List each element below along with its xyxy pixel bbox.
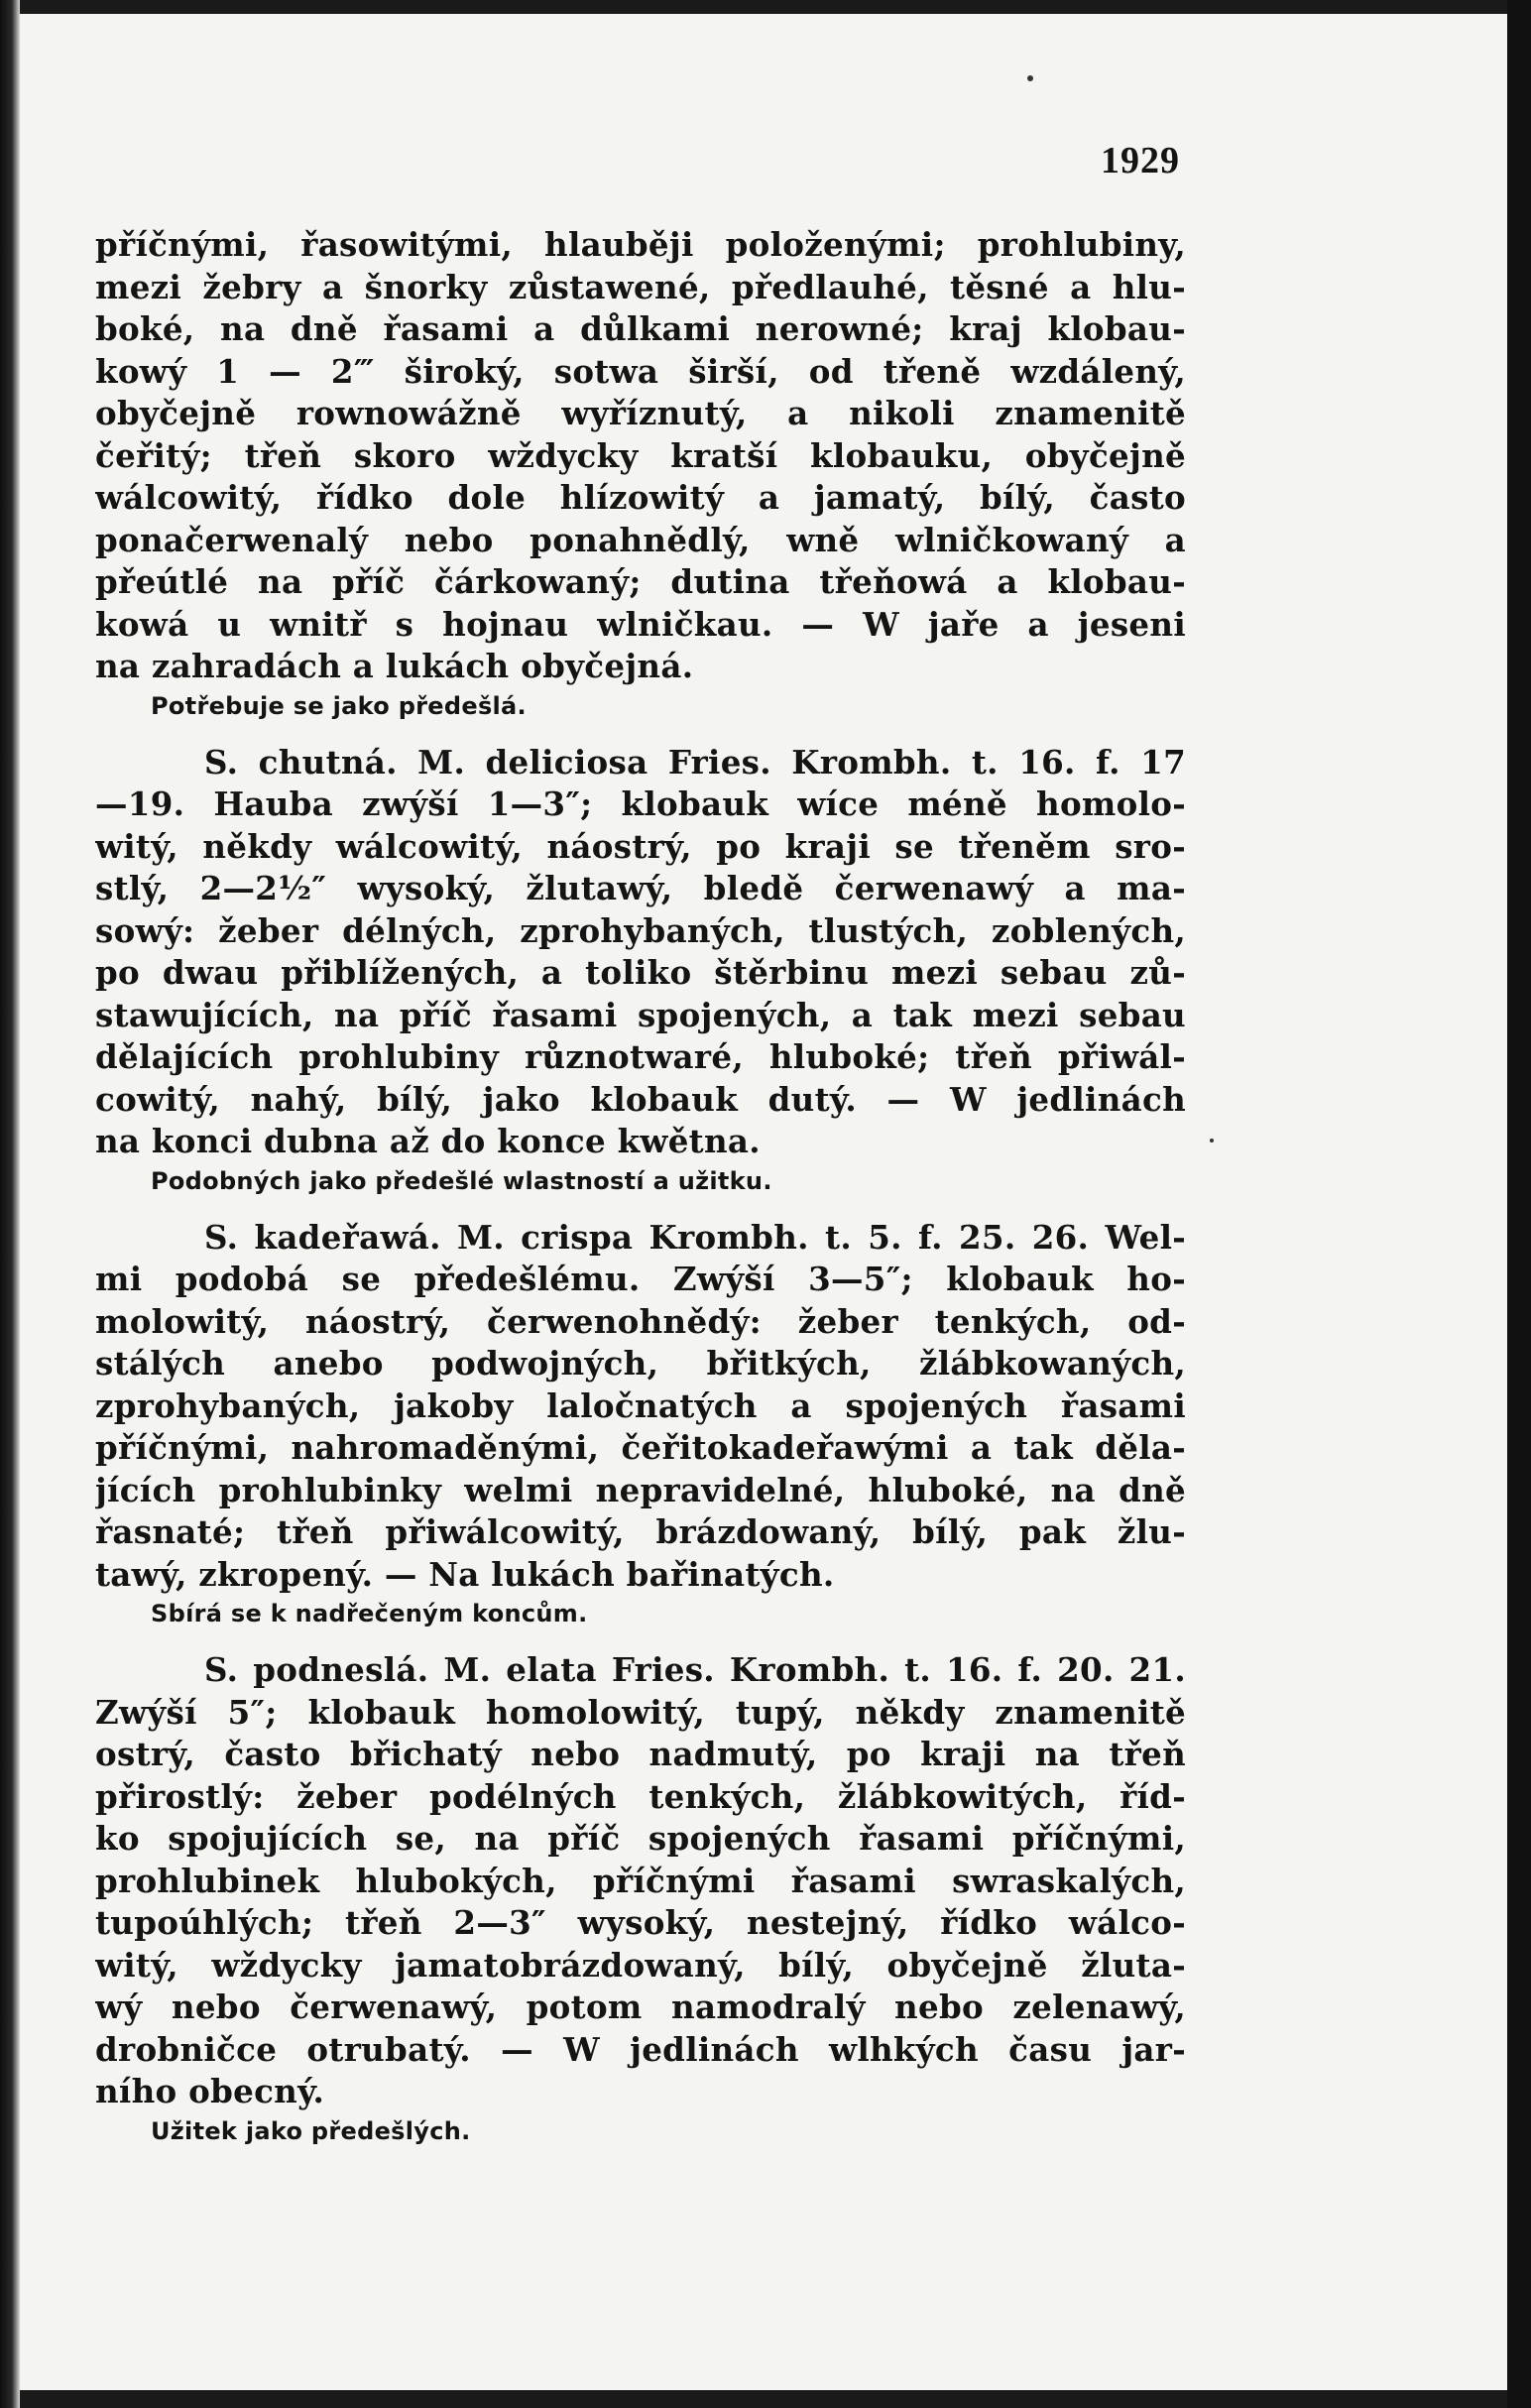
text-line: prohlubinek hlubokých, příčnými řasami swraskalých, bbox=[95, 1861, 1186, 1900]
paragraph-morchella-crispa bbox=[95, 1217, 1186, 1632]
text-line: mi podobá se předešlému. Zwýší 3—5″; klobauk ho- bbox=[95, 1260, 1186, 1298]
text-line: cowitý, nahý, bílý, jako klobauk dutý. — W jedlinách bbox=[95, 1079, 1186, 1119]
text-line: přeútlé na příč čárkowaný; dutina třeňowá a klobau- bbox=[95, 562, 1186, 601]
text-line: mezi žebry a šnorky zůstawené, předlauhé, těsné a hlu- bbox=[95, 267, 1186, 306]
text-line: zprohybaných, jakoby laločnatých a spojených řasami bbox=[95, 1385, 1186, 1425]
text-line: kowý 1 — 2‴ široký, sotwa širší, od třeně wzdálený, bbox=[95, 351, 1186, 391]
text-line: na zahradách a lukách obyčejná. bbox=[95, 647, 694, 685]
text-line: stlý, 2—2½″ wysoký, žlutawý, bledě čerwenawý a ma- bbox=[95, 869, 1186, 907]
page-binding-edge bbox=[0, 0, 20, 2408]
print-speck bbox=[1210, 1139, 1214, 1143]
usage-note: Sbírá se k nadřečeným koncům. bbox=[151, 1600, 588, 1627]
text-line: stálých anebo podwojných, břitkých, žlábkowaných, bbox=[95, 1344, 1186, 1383]
species-heading-line: S. kadeřawá. M. crispa Krombh. t. 5. f. 25. 26. Wel- bbox=[204, 1217, 1186, 1257]
text-line: dělajících prohlubiny různotwaré, hluboké; třeň přiwál- bbox=[95, 1037, 1186, 1076]
text-line: ponačerwenalý nebo ponahnědlý, wně wlničkowaný a bbox=[95, 520, 1186, 559]
body-text bbox=[95, 224, 1186, 2167]
text-line: boké, na dně řasami a důlkami nerowné; kraj klobau- bbox=[95, 309, 1186, 348]
usage-note: Podobných jako předešlé wlastností a užitku. bbox=[151, 1166, 772, 1195]
print-speck bbox=[1027, 75, 1033, 81]
species-heading-line: S. podneslá. M. elata Fries. Krombh. t. 16. f. 20. 21. bbox=[204, 1650, 1186, 1689]
page-right-border bbox=[1507, 0, 1531, 2408]
text-line: ko spojujících se, na příč spojených řasami příčnými, bbox=[95, 1819, 1186, 1858]
text-line: tawý, zkropený. — Na lukách bařinatých. bbox=[95, 1554, 835, 1594]
text-line: —19. Hauba zwýší 1—3″; klobauk wíce méně homolo- bbox=[95, 784, 1186, 823]
text-line: příčnými, řasowitými, hlauběji položenými; prohlubiny, bbox=[95, 225, 1186, 264]
text-line: wálcowitý, řídko dole hlízowitý a jamatý, bílý, často bbox=[95, 478, 1186, 517]
text-line: na konci dubna až do konce kwětna. bbox=[95, 1122, 761, 1160]
text-line: witý, někdy wálcowitý, náostrý, po kraji se třeněm sro- bbox=[95, 826, 1186, 866]
text-line: ostrý, často břichatý nebo nadmutý, po kraji na třeň bbox=[95, 1735, 1186, 1773]
text-line: čeřitý; třeň skoro wždycky kratší klobauku, obyčejně bbox=[95, 435, 1186, 475]
text-line: molowitý, náostrý, čerwenohnědý: žeber tenkých, od- bbox=[95, 1301, 1186, 1341]
paragraph-morchella-continued bbox=[95, 224, 1186, 724]
text-line: tupoúhlých; třeň 2—3″ wysoký, nestejný, řídko wálco- bbox=[95, 1903, 1186, 1942]
text-line: kowá u wnitř s hojnau wlničkau. — W jaře a jeseni bbox=[95, 604, 1186, 644]
text-line: wý nebo čerwenawý, potom namodralý nebo zelenawý, bbox=[95, 1987, 1186, 2026]
page-number: 1929 bbox=[1101, 140, 1180, 181]
text-line: ního obecný. bbox=[95, 2072, 325, 2110]
text-line: drobničce otrubatý. — W jedlinách wlhkých času jar- bbox=[95, 2029, 1186, 2069]
text-line: obyčejně rownowážně wyříznutý, a nikoli znamenitě bbox=[95, 394, 1186, 432]
text-line: řasnaté; třeň přiwálcowitý, brázdowaný, bílý, pak žlu- bbox=[95, 1512, 1186, 1551]
usage-note: Potřebuje se jako předešlá. bbox=[151, 691, 527, 720]
usage-note: Užitek jako předešlých. bbox=[151, 2116, 471, 2145]
paragraph-morchella-elata bbox=[95, 1649, 1186, 2149]
text-line: witý, wždycky jamatobrázdowaný, bílý, obyčejně žluta- bbox=[95, 1945, 1186, 1985]
text-line: stawujících, na příč řasami spojených, a tak mezi sebau bbox=[95, 995, 1186, 1034]
text-line: jících prohlubinky welmi nepravidelné, hluboké, na dně bbox=[95, 1470, 1186, 1509]
text-line: příčnými, nahromaděnými, čeřitokadeřawými a tak děla- bbox=[95, 1428, 1186, 1467]
paragraph-morchella-deliciosa bbox=[95, 742, 1186, 1199]
text-line: Zwýší 5″; klobauk homolowitý, tupý, někdy znamenitě bbox=[95, 1692, 1186, 1732]
text-line: přirostlý: žeber podélných tenkých, žlábkowitých, říd- bbox=[95, 1776, 1186, 1816]
species-heading-line: S. chutná. M. deliciosa Fries. Krombh. t. 16. f. 17 bbox=[204, 742, 1186, 782]
text-line: po dwau přiblížených, a toliko štěrbinu mezi sebau zů- bbox=[95, 953, 1186, 992]
text-line: sowý: žeber délných, zprohybaných, tlustých, zoblených, bbox=[95, 910, 1186, 950]
